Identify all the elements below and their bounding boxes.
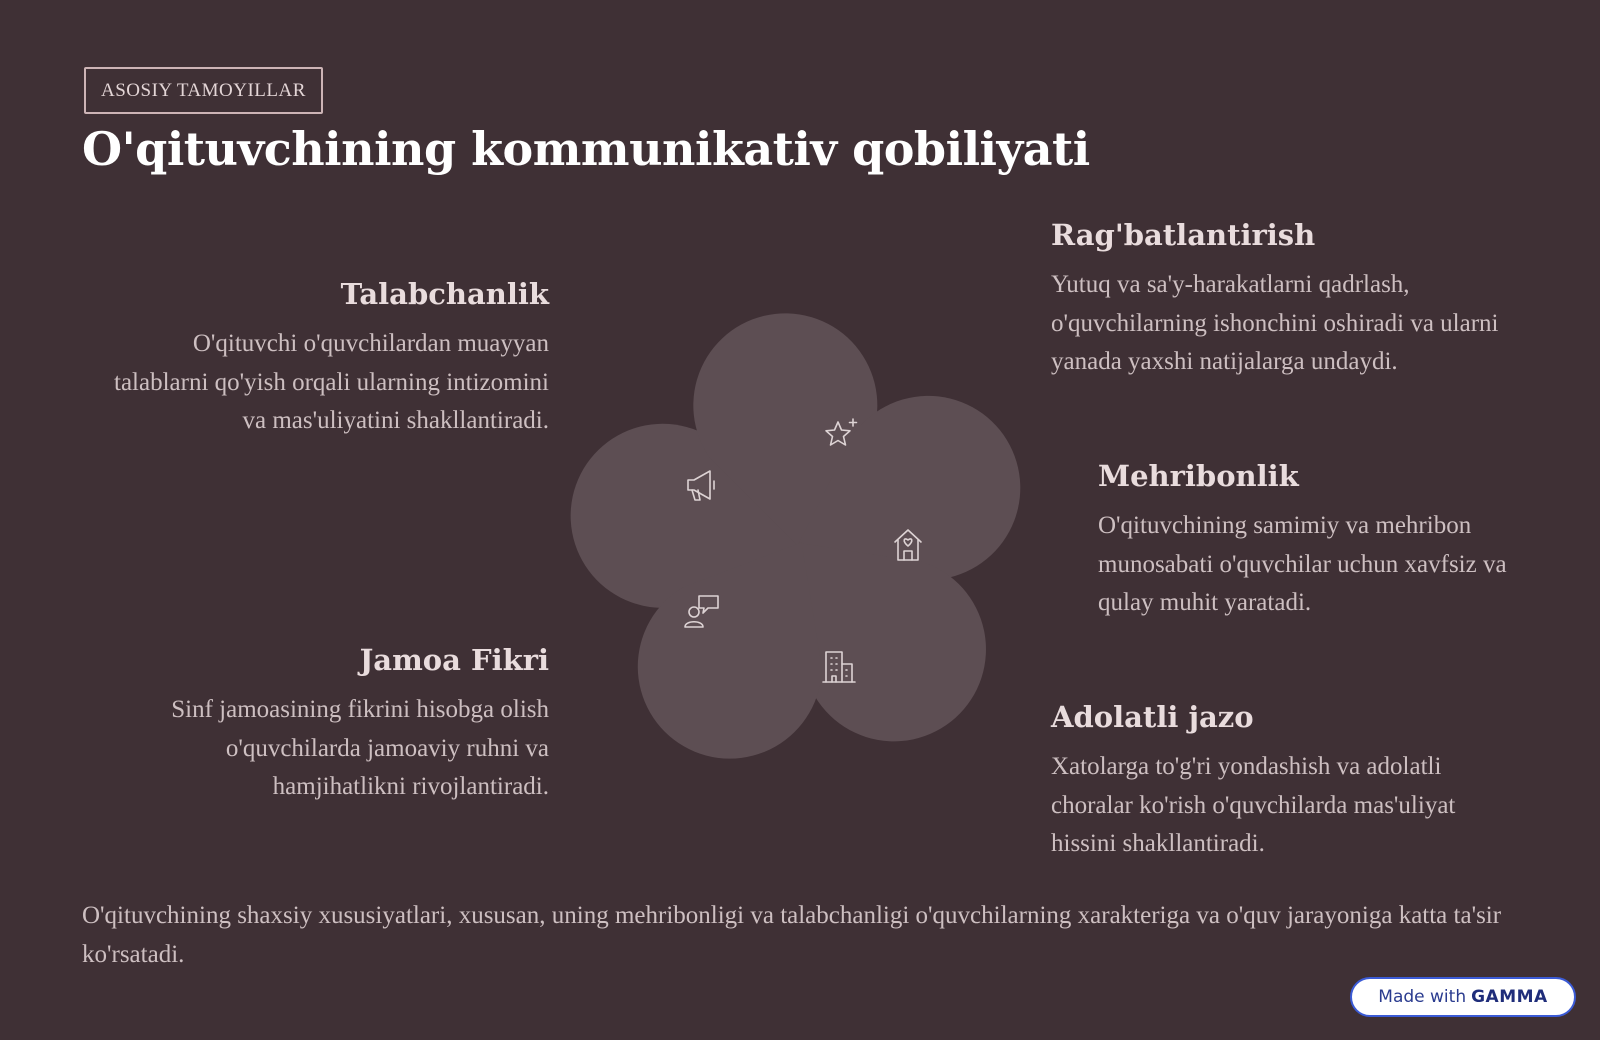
- principle-text: Yutuq va sa'y-harakatlarni qadrlash, o'quvchilarning ishonchini oshiradi va ularni yanada yaxshi natijalarga undaydi.: [1051, 271, 1499, 375]
- principle-text: O'qituvchi o'quvchilardan muayyan talablarni qo'yish orqali ularning intizomini va mas'uliyatini shakllantiradi.: [114, 330, 549, 434]
- principle-mehribonlik: [1098, 459, 1528, 623]
- principle-jamoa-fikri: [100, 643, 549, 807]
- made-with-gamma-badge[interactable]: [1350, 977, 1576, 1017]
- footer-summary: O'qituvchining shaxsiy xususiyatlari, xususan, uning mehribonligi va talabchanligi o'quvchilarning xarakteriga va o'quv jarayoniga katta ta'sir ko'rsatadi.: [82, 902, 1502, 968]
- principle-talabchanlik: [100, 277, 549, 441]
- principle-heading: Rag'batlantirish: [1051, 218, 1316, 252]
- flower-diagram: [560, 290, 1050, 800]
- section-badge: ASOSIY TAMOYILLAR: [84, 67, 323, 114]
- principle-text: Sinf jamoasining fikrini hisobga olish o'quvchilarda jamoaviy ruhni va hamjihatlikni rivojlantiradi.: [171, 696, 549, 800]
- page-title: O'qituvchining kommunikativ qobiliyati: [82, 122, 1090, 176]
- gamma-logo: GAMMA: [1471, 987, 1548, 1007]
- principle-heading: Talabchanlik: [340, 277, 549, 311]
- principle-adolatli-jazo: [1051, 700, 1521, 864]
- principle-heading: Mehribonlik: [1098, 459, 1299, 493]
- principle-ragbatlantirish: [1051, 218, 1521, 382]
- principle-heading: Jamoa Fikri: [359, 643, 549, 677]
- principle-heading: Adolatli jazo: [1051, 700, 1254, 734]
- made-with-prefix: Made with: [1378, 987, 1467, 1007]
- principle-text: O'qituvchining samimiy va mehribon munosabati o'quvchilar uchun xavfsiz va qulay muhit yaratadi.: [1098, 512, 1507, 616]
- principle-text: Xatolarga to'g'ri yondashish va adolatli choralar ko'rish o'quvchilarda mas'uliyat hissini shakllantiradi.: [1051, 753, 1456, 857]
